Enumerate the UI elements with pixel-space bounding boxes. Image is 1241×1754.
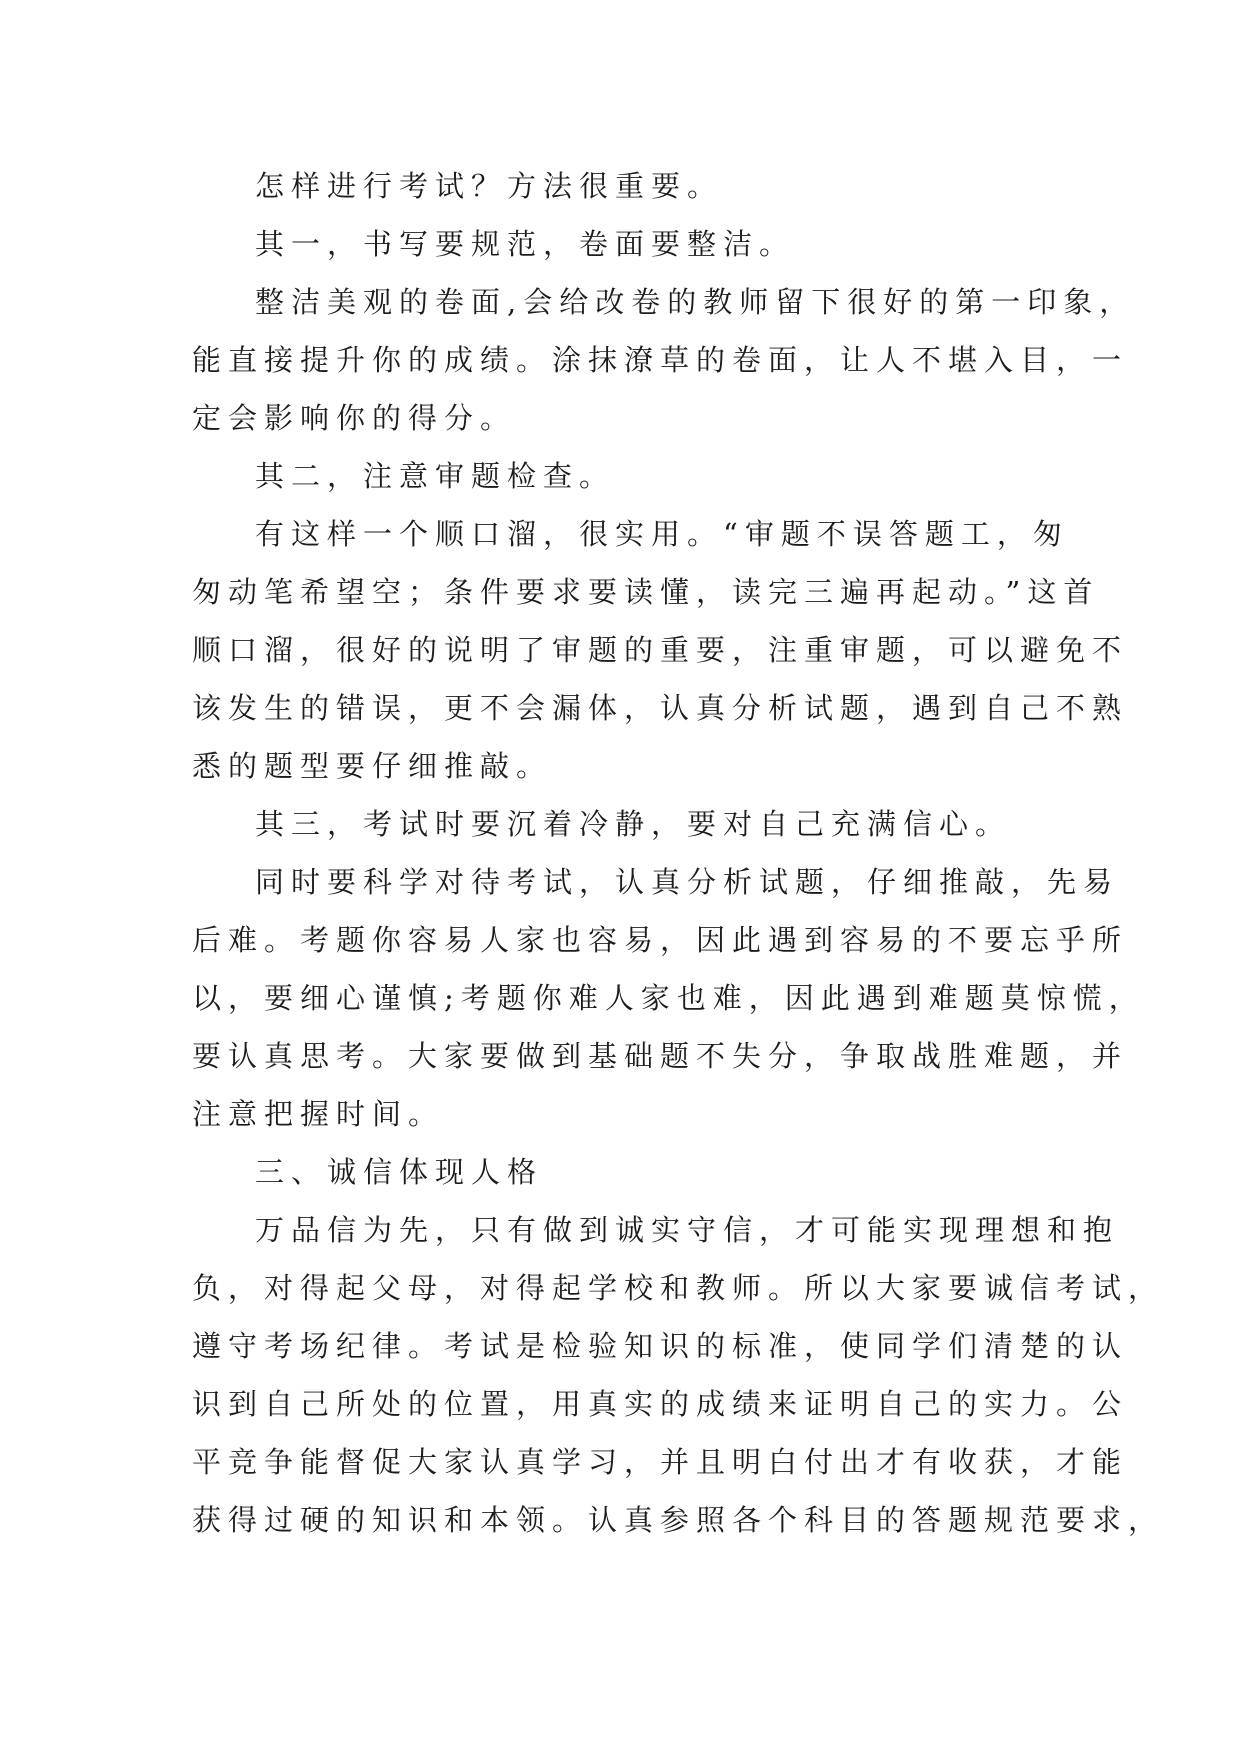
body-line: 其一，书写要规范，卷面要整洁。: [255, 227, 796, 261]
body-line: 能直接提升你的成绩。涂抹潦草的卷面，让人不堪入目，一: [192, 343, 1129, 377]
body-line: 该发生的错误，更不会漏体，认真分析试题，遇到自己不熟: [192, 691, 1129, 725]
body-line: 平竞争能督促大家认真学习，并且明白付出才有收获，才能: [192, 1445, 1129, 1479]
body-line: 后难。考题你容易人家也容易，因此遇到容易的不要忘乎所: [192, 923, 1129, 957]
body-line: 怎样进行考试？方法很重要。: [255, 169, 724, 203]
body-line: 注意把握时间。: [192, 1097, 445, 1131]
body-line: 同时要科学对待考试，认真分析试题，仔细推敲，先易: [255, 865, 1120, 899]
section-heading: 三、诚信体现人格: [255, 1155, 544, 1189]
body-line: 定会影响你的得分。: [192, 401, 517, 435]
body-line: 以，要细心谨慎;考题你难人家也难，因此遇到难题莫惊慌，: [192, 981, 1145, 1015]
body-line: 顺口溜，很好的说明了审题的重要，注重审题，可以避免不: [192, 633, 1129, 667]
body-line: 整洁美观的卷面,会给改卷的教师留下很好的第一印象，: [255, 285, 1136, 319]
body-line: 有这样一个顺口溜，很实用。“审题不误答题工，匆: [255, 517, 1069, 551]
document-body: [192, 157, 1165, 1549]
body-line: 匆动笔希望空；条件要求要读懂，读完三遍再起动。”这首: [192, 575, 1100, 609]
body-line: 其二，注意审题检查。: [255, 459, 616, 493]
body-line: 负，对得起父母，对得起学校和教师。所以大家要诚信考试，: [192, 1271, 1165, 1305]
body-line: 悉的题型要仔细推敲。: [192, 749, 553, 783]
body-line: 其三，考试时要沉着冷静，要对自己充满信心。: [255, 807, 1012, 841]
body-line: 遵守考场纪律。考试是检验知识的标准，使同学们清楚的认: [192, 1329, 1129, 1363]
body-line: 识到自己所处的位置，用真实的成绩来证明自己的实力。公: [192, 1387, 1129, 1421]
body-line: 获得过硬的知识和本领。认真参照各个科目的答题规范要求，: [192, 1503, 1165, 1537]
body-line: 万品信为先，只有做到诚实守信，才可能实现理想和抱: [255, 1213, 1120, 1247]
body-line: 要认真思考。大家要做到基础题不失分，争取战胜难题，并: [192, 1039, 1129, 1073]
